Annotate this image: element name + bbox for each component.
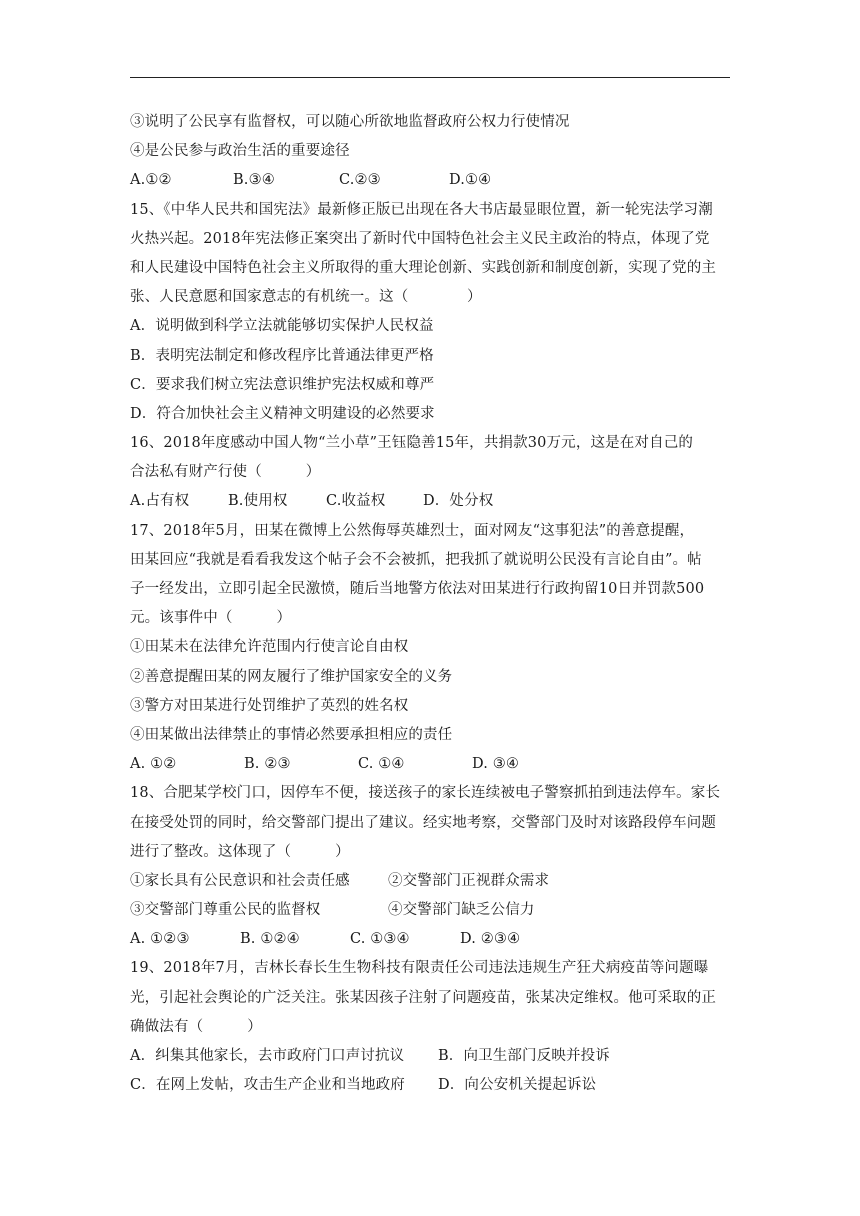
q14-options: [130, 166, 735, 195]
q17-item-1: ①田某未在法律允许范围内行使言论自由权: [130, 639, 409, 656]
q17-option-a[interactable]: A. ①②: [130, 756, 177, 773]
exam-page-content: [130, 108, 735, 1100]
q15-option-d[interactable]: D．符合加快社会主义精神文明建设的必然要求: [130, 405, 435, 422]
q14-option-c[interactable]: C.②③: [339, 172, 381, 189]
q17-stem-line: 17、2018年5月，田某在微博上公然侮辱英雄烈士，面对网友“这事犯法”的善意提醒，: [130, 522, 695, 539]
q14-item-3: ③说明了公民享有监督权，可以随心所欲地监督政府公权力行使情况: [130, 114, 570, 130]
q17-stem-line: 子一经发出，立即引起全民激愤，随后当地警方依法对田某进行行政拘留10日并罚款500: [130, 581, 705, 597]
q16-option-c[interactable]: C.收益权: [326, 493, 386, 510]
q15-stem-line: 和人民建设中国特色社会主义所取得的重大理论创新、实践创新和制度创新，实现了党的主: [130, 259, 716, 276]
q18-item-4: ④交警部门缺乏公信力: [388, 902, 535, 919]
q17-option-c[interactable]: C. ①④: [358, 756, 405, 773]
q16-option-d[interactable]: D．处分权: [423, 493, 494, 510]
q15-option-c[interactable]: C．要求我们树立宪法意识维护宪法权威和尊严: [130, 376, 435, 393]
q18-option-d[interactable]: D. ②③④: [460, 931, 521, 948]
q15-stem-line: 火热兴起。2018年宪法修正案突出了新时代中国特色社会主义民主政治的特点，体现了党: [130, 230, 710, 247]
q17-option-b[interactable]: B. ②③: [244, 756, 291, 773]
q19-stem-line: 光，引起社会舆论的广泛关注。张某因孩子注射了问题疫苗，张某决定维权。他可采取的正: [130, 989, 716, 1006]
q19-stem-line: 19、2018年7月，吉林长春长生生物科技有限责任公司违法违规生产狂犬病疫苗等问题曝: [130, 960, 709, 977]
header-rule: [130, 77, 730, 78]
q17-option-d[interactable]: D. ③④: [472, 756, 520, 773]
q16-stem-line: 合法私有财产行使（ ）: [130, 464, 321, 481]
q16-options: [130, 487, 735, 516]
q18-item-2: ②交警部门正视群众需求: [388, 872, 550, 889]
q17-item-3: ③警方对田某进行处罚维护了英烈的姓名权: [130, 697, 409, 714]
q18-items-row: [130, 896, 735, 925]
q19-stem-line: 确做法有（ ）: [130, 1018, 262, 1035]
q18-option-b[interactable]: B. ①②④: [240, 931, 300, 948]
q18-item-3: ③交警部门尊重公民的监督权: [130, 902, 321, 919]
q16-stem-line: 16、2018年度感动中国人物“兰小草”王钰隐善15年，共捐款30万元，这是在对自己的: [130, 435, 694, 452]
q17-options: [130, 750, 735, 779]
q19-option-c[interactable]: C．在网上发帖，攻击生产企业和当地政府: [130, 1077, 405, 1094]
q17-item-4: ④田某做出法律禁止的事情必然要承担相应的责任: [130, 726, 453, 743]
q18-item-1: ①家长具有公民意识和社会责任感: [130, 872, 350, 889]
q16-option-a[interactable]: A.占有权: [130, 493, 190, 510]
q15-option-b[interactable]: B．表明宪法制定和修改程序比普通法律更严格: [130, 347, 434, 364]
q18-option-a[interactable]: A. ①②③: [130, 931, 190, 948]
q14-option-b[interactable]: B.③④: [233, 172, 275, 189]
q19-option-d[interactable]: D．向公安机关提起诉讼: [438, 1077, 597, 1094]
q19-options-row: [130, 1042, 735, 1071]
q18-stem-line: 18、合肥某学校门口，因停车不便，接送孩子的家长连续被电子警察抓拍到违法停车。家长: [130, 785, 721, 802]
q17-stem-line: 田某回应“我就是看看我发这个帖子会不会被抓，把我抓了就说明公民没有言论自由”。帖: [130, 551, 702, 568]
q18-stem-line: 进行了整改。这体现了（ ）: [130, 843, 350, 860]
q14-item-4: ④是公民参与政治生活的重要途径: [130, 143, 350, 160]
q17-stem-line: 元。该事件中（ ）: [130, 610, 292, 627]
q14-option-d[interactable]: D.①④: [449, 172, 492, 189]
q16-option-b[interactable]: B.使用权: [228, 493, 288, 510]
q19-options-row: [130, 1071, 735, 1100]
q18-options: [130, 925, 735, 954]
q15-option-a[interactable]: A．说明做到科学立法就能够切实保护人民权益: [130, 318, 434, 335]
q18-option-c[interactable]: C. ①③④: [350, 931, 410, 948]
q15-stem-line: 张、人民意愿和国家意志的有机统一。这（ ）: [130, 289, 482, 306]
q19-option-b[interactable]: B．向卫生部门反映并投诉: [438, 1048, 610, 1064]
q19-option-a[interactable]: A．纠集其他家长，去市政府门口声讨抗议: [130, 1048, 405, 1064]
q17-item-2: ②善意提醒田某的网友履行了维护国家安全的义务: [130, 668, 453, 685]
q18-stem-line: 在接受处罚的同时，给交警部门提出了建议。经实地考察，交警部门及时对该路段停车问题: [130, 814, 716, 831]
q18-items-row: [130, 867, 735, 896]
q14-option-a[interactable]: A.①②: [130, 172, 172, 189]
q15-stem-line: 15、《中华人民共和国宪法》最新修正版已出现在各大书店最显眼位置，新一轮宪法学习潮: [130, 201, 713, 218]
